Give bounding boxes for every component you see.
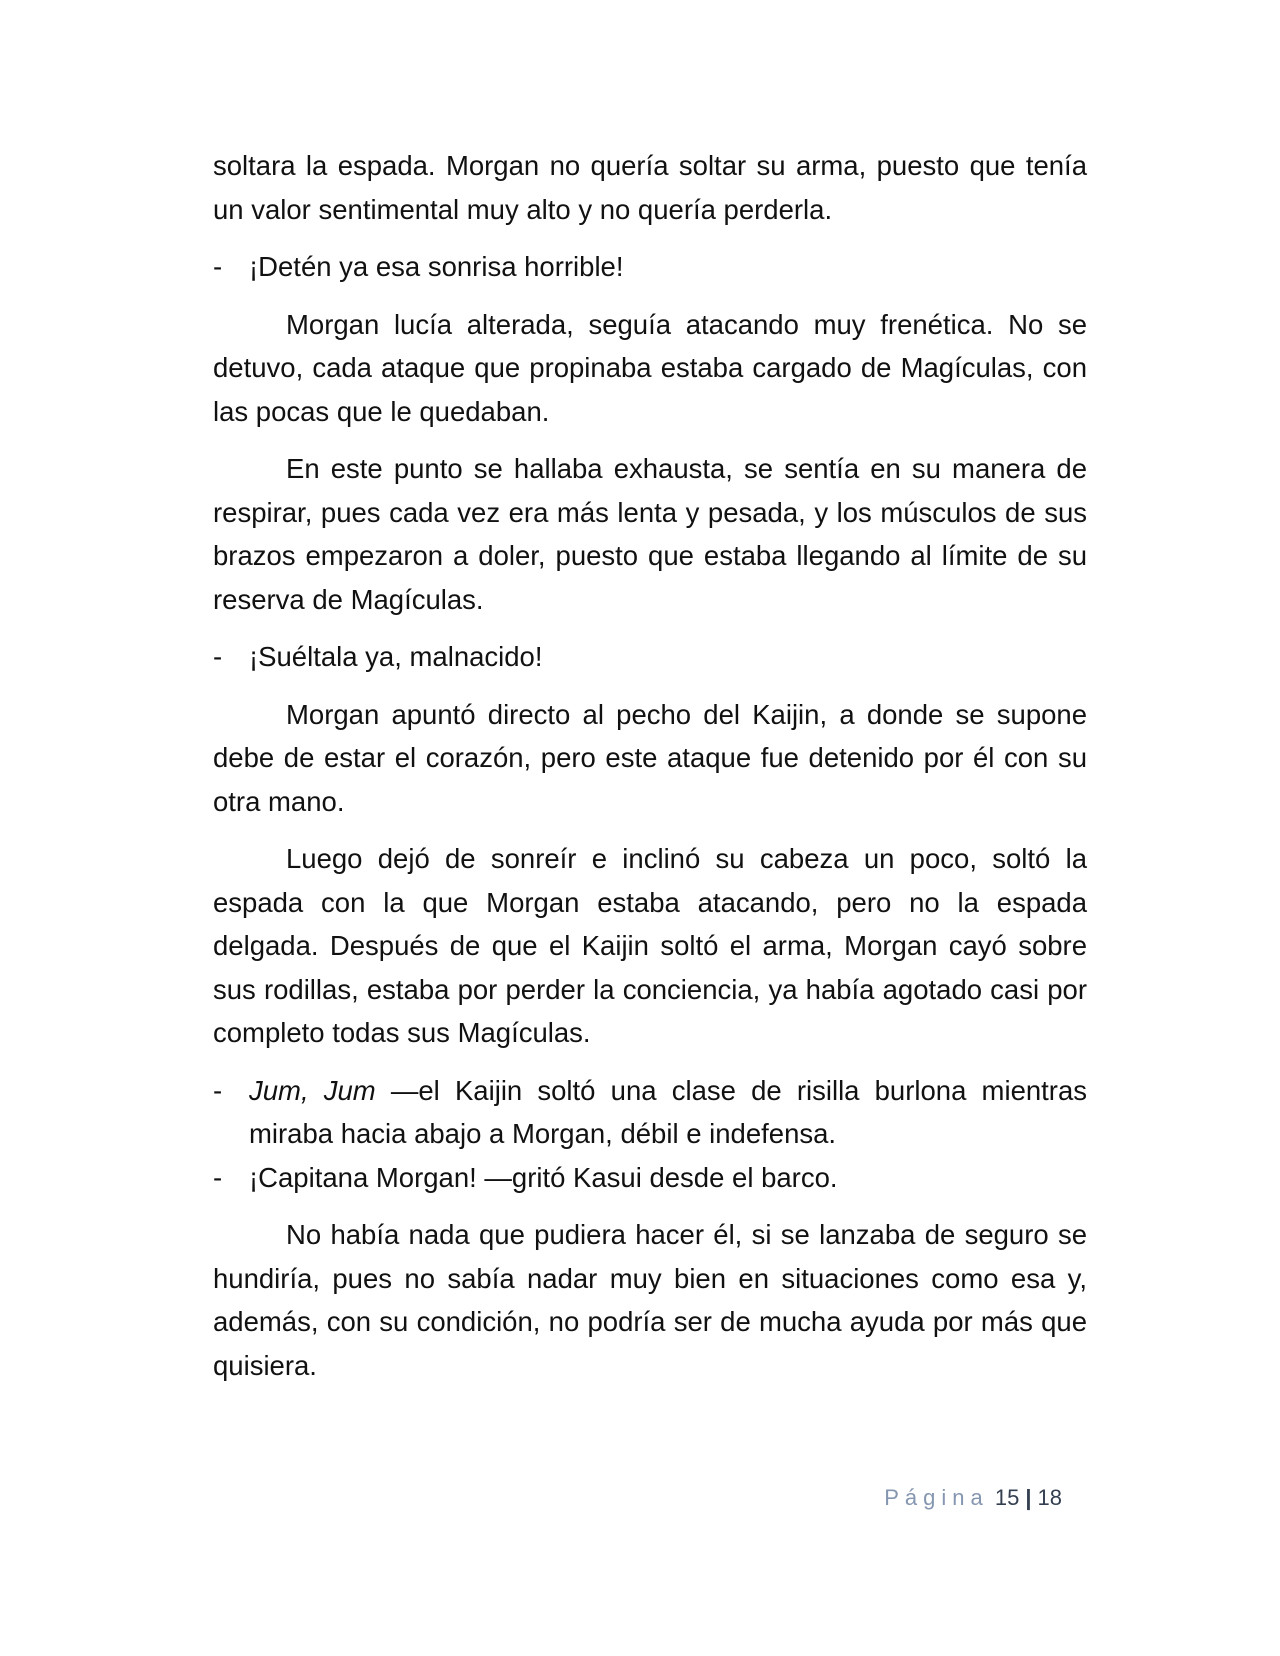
dialogue-group — [213, 245, 1087, 289]
dialogue-line — [213, 1069, 1087, 1156]
dialogue-group — [213, 635, 1087, 679]
current-page-number: 15 — [994, 1485, 1020, 1510]
dialogue-text: ¡Detén ya esa sonrisa horrible! — [249, 251, 624, 282]
dialogue-line — [213, 635, 1087, 679]
paragraph: Morgan apuntó directo al pecho del Kaijin, a donde se supone debe de estar el corazón, pero este ataque fue detenido por él con su otra mano. — [213, 698, 1087, 817]
dialogue-dash: - — [213, 641, 223, 672]
page-label: Página — [884, 1485, 989, 1510]
paragraph: Luego dejó de sonreír e inclinó su cabeza un poco, soltó la espada con la que Morgan estaba atacando, pero no la espada delgada. Después de que el Kaijin soltó el arma, Morgan cayó sobre sus rodillas, estaba por perder la conciencia, ya había agotado casi por completo todas sus Magículas. — [213, 843, 1087, 1048]
total-pages-number: 18 — [1037, 1485, 1062, 1510]
dialogue-text: ¡Suéltala ya, malnacido! — [249, 641, 543, 672]
dialogue-italic-sound: Jum, Jum — [249, 1074, 376, 1106]
dialogue-text — [249, 1069, 1087, 1156]
dialogue-narration: —el Kaijin soltó una clase de risilla burlona mientras miraba hacia abajo a Morgan, débil e indefensa. — [249, 1074, 1087, 1149]
dialogue-dash: - — [213, 1161, 223, 1193]
paragraph: En este punto se hallaba exhausta, se sentía en su manera de respirar, pues cada vez era más lenta y pesada, y los músculos de sus brazos empezaron a doler, puesto que estaba llegando al límite de su reserva de Magículas. — [213, 453, 1087, 615]
dialogue-dash: - — [213, 1074, 223, 1106]
dialogue-text: ¡Capitana Morgan! —gritó Kasui desde el barco. — [249, 1161, 838, 1193]
paragraph: soltara la espada. Morgan no quería soltar su arma, puesto que tenía un valor sentimental muy alto y no quería perderla. — [213, 150, 1087, 225]
paragraph: Morgan lucía alterada, seguía atacando muy frenética. No se detuvo, cada ataque que propinaba estaba cargado de Magículas, con las pocas que le quedaban. — [213, 308, 1087, 427]
paragraph: No había nada que pudiera hacer él, si se lanzaba de seguro se hundiría, pues no sabía nadar muy bien en situaciones como esa y, además, con su condición, no podría ser de mucha ayuda por más que quisiera. — [213, 1219, 1087, 1381]
dialogue-line — [213, 1156, 1087, 1200]
page-body — [213, 144, 1087, 1401]
dialogue-dash: - — [213, 251, 223, 282]
page-separator: | — [1025, 1485, 1032, 1510]
dialogue-line — [213, 245, 1087, 289]
dialogue-group — [213, 1069, 1087, 1200]
page-footer — [884, 1483, 1062, 1513]
